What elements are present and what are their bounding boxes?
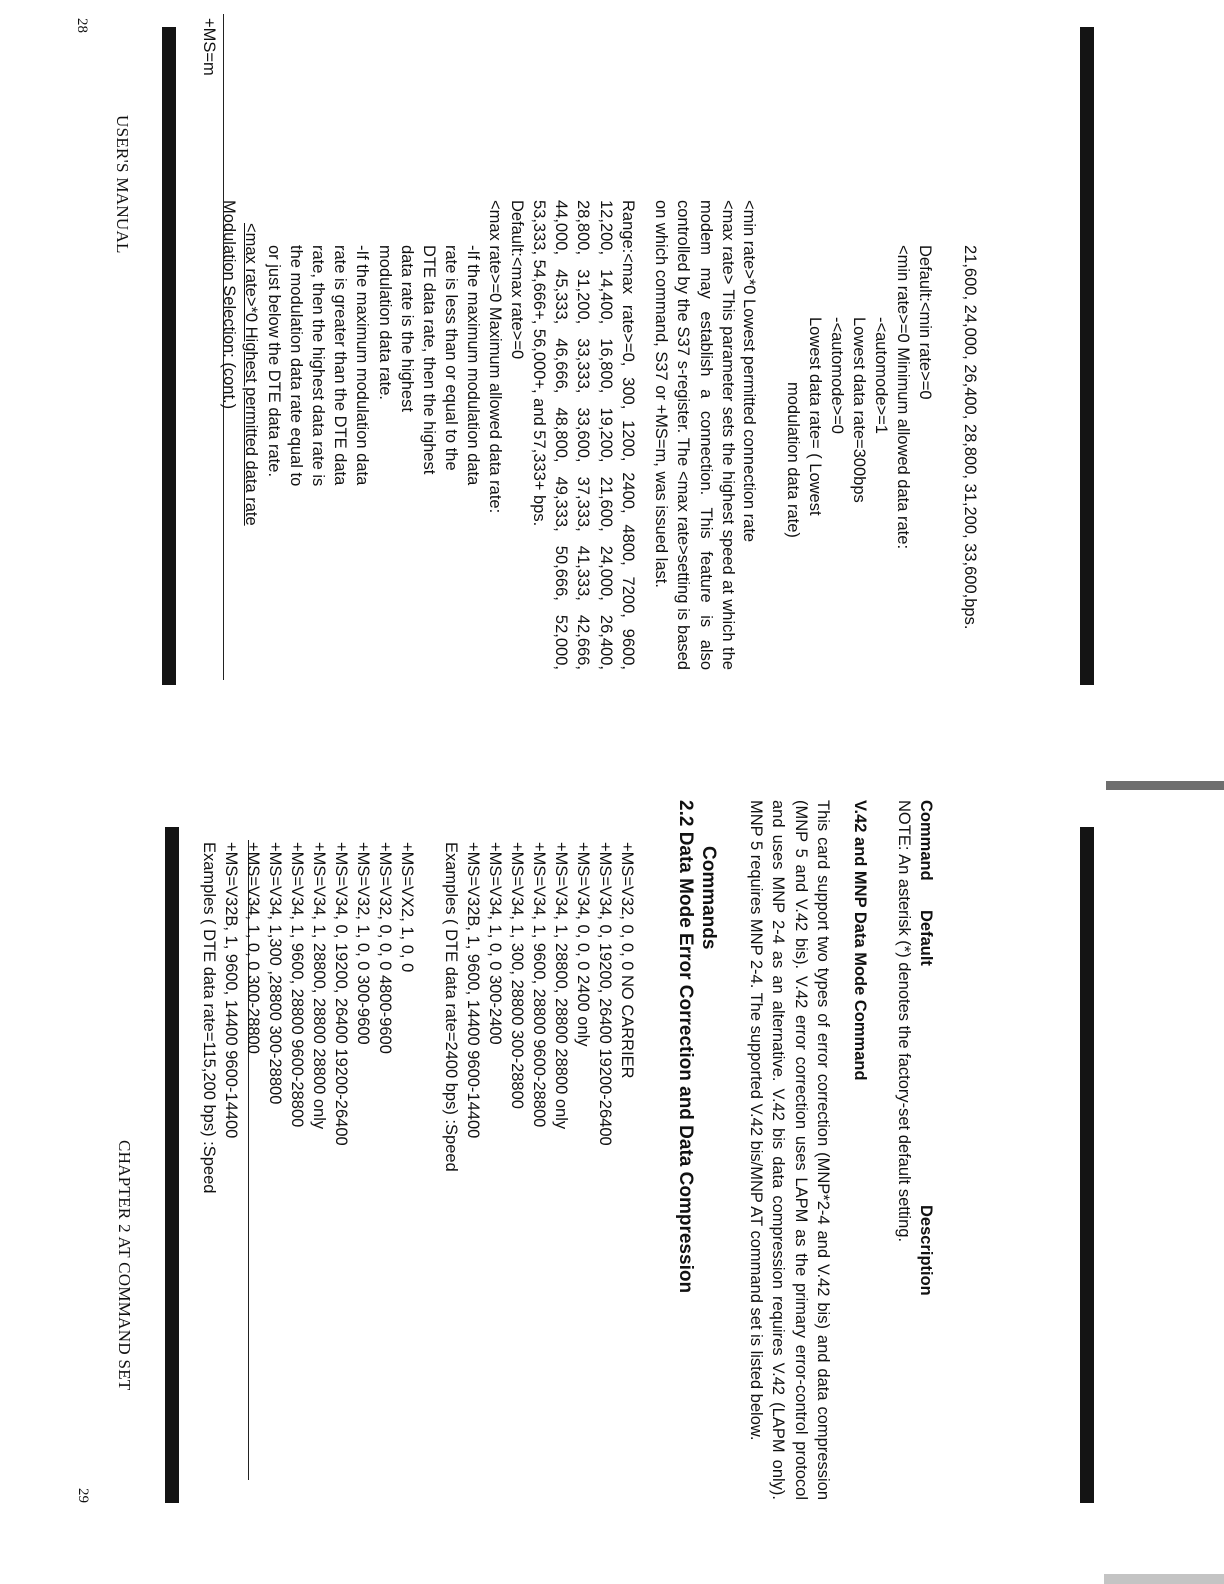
example-line: +MS=V32, 0, 0, 0 4800-9600 — [376, 842, 394, 1054]
example-line: +MS=V34, 1, 300, 28800 300-28800 — [508, 842, 526, 1109]
asterisk-note: NOTE: An asterisk (*) denotes the factory-set default setting. — [895, 800, 913, 1243]
max-rate-paragraph: <max rate> This parameter sets the highest speed at which the modem may establish a connection. This feature is also controlled by the S37 s-register. The <max rate>setting is based on which command, S37 or +MS=m, was issued last. — [652, 200, 737, 670]
example-line: +MS=V34, 0, 0, 0 2400 only — [574, 842, 592, 1047]
right-page — [0, 800, 1224, 1584]
text-line: DTE data rate, then the highest — [420, 245, 438, 475]
example-line: +MS=V32, 0, 0, 0 NO CARRIER — [618, 842, 636, 1079]
left-heading-bar — [162, 27, 176, 685]
left-page — [0, 0, 1224, 780]
text-line: Lowest data rate= ( Lowest — [806, 317, 824, 516]
example-line: +MS=V34, 1, 9600, 28800 9600-28800 — [530, 842, 548, 1128]
command-header-description: Modulation Selection: (cont.) — [220, 200, 238, 410]
left-running-head: USER'S MANUAL — [113, 115, 132, 254]
text-line: rate, then the highest data rate is — [309, 245, 327, 487]
example-line: +MS=VX2, 1, 0, 0 — [398, 842, 416, 973]
text-line: <min rate>=0 Minimum allowed data rate: — [894, 245, 912, 550]
subheading: V.42 and MNP Data Mode Command — [851, 800, 869, 1081]
example-line: +MS=V34, 1, 28800, 28800 28800 only — [552, 842, 570, 1130]
left-page-number: 28 — [74, 18, 90, 33]
right-running-head: CHAPTER 2 AT COMMAND SET — [115, 1140, 134, 1391]
range-paragraph: Range:<max rate>=0, 300, 1200, 2400, 4800, 7200, 9600, 12,200, 14,400, 16,800, 19,200, 21,600, 24,000, 26,400, 28,800, 31,200, 33,333, 33,600, 37,333, 41,333, 42,666, 44,000, 45,333, 46,666, 48,800, 49,333, 50,666, 52,000, 53,333, 54,666+, 56,000+, and 57,333+ bps. — [529, 200, 637, 670]
top-rates-paragraph: 21,600, 24,000, 26,400, 28,800, 31,200, 33,600,bps. — [961, 245, 979, 630]
text-line: modulation data rate) — [784, 382, 802, 538]
example-line: +MS=V32, 1, 0, 0 300-9600 — [354, 842, 372, 1045]
text-line: -If the maximum modulation data — [353, 245, 371, 486]
section-paragraph: This card support two types of error correction (MNP*2-4 and V.42 bis) and data compression (MNP 5 and V.42 bis). V.42 error correction uses LAPM as the primary error-control protocol and uses MNP 2-4 as an alternative. V.42 bis data compression requires V.42 (LAPM only). MNP 5 requires MNP 2-4. The supported V.42 bis/MNP AT command set is listed below. — [747, 800, 832, 1500]
text-line: data rate is the highest — [398, 245, 416, 412]
right-heading-bar — [165, 827, 179, 1503]
example-line: +MS=V34, 1,300 ,28800 300-28800 — [266, 842, 284, 1105]
example-line: +MS=V34, 1, 9600, 28800 9600-28800 — [288, 842, 306, 1128]
right-top-bar — [1080, 827, 1094, 1503]
column-default: Default — [917, 910, 935, 966]
text-line: or just below the DTE data rate. — [265, 245, 283, 478]
example-line: +MS=V34, 1, 0, 0 300-28800 — [244, 842, 262, 1054]
column-description: Description — [917, 1205, 935, 1296]
examples-2-heading: Examples ( DTE data rate=2400 bps) :Speed — [442, 842, 460, 1172]
text-line: modulation data rate. — [376, 245, 394, 401]
example-line: +MS=V32B, 1, 9600, 14400 9600-14400 — [464, 842, 482, 1139]
section-heading-continued: Commands — [698, 846, 719, 950]
text-line: -<automode>=1 — [872, 317, 890, 434]
command-name: +MS=m — [200, 18, 218, 76]
text-line: the modulation data rate equal to — [287, 245, 305, 487]
text-line: Default:<max rate>=0 — [508, 200, 526, 360]
left-top-bar — [1080, 27, 1094, 685]
example-line: +MS=V34, 0, 19200, 26400 19200-26400 — [332, 842, 350, 1146]
example-line: +MS=V34, 0, 19200, 26400 19200-26400 — [596, 842, 614, 1146]
text-line: <max rate>=0 Maximum allowed data rate: — [486, 200, 504, 514]
example-line: +MS=V34, 1, 28800, 28800 28800 only — [310, 842, 328, 1130]
text-line: rate is greater than the DTE data — [331, 245, 349, 486]
example-line: +MS=V32B, 1, 9600, 14400 9600-14400 — [222, 842, 240, 1139]
max-rate-param: <max rate>*0 Highest permitted data rate — [242, 223, 260, 526]
text-line: -If the maximum modulation data — [464, 245, 482, 486]
scan-fold-shadow — [1106, 781, 1224, 790]
column-command: Command — [917, 800, 935, 881]
scan-edge-shadow — [1104, 1574, 1224, 1584]
text-line: rate is less than or equal to the — [442, 245, 460, 471]
text-line: -<automode>=0 — [828, 317, 846, 434]
section-heading: 2.2 Data Mode Error Correction and Data Compression — [675, 800, 696, 1294]
right-page-number: 29 — [75, 1488, 91, 1503]
text-line: Lowest data rate=300bps — [850, 317, 868, 503]
example-line: +MS=V34, 1, 0, 0 300-2400 — [486, 842, 504, 1045]
examples-1-heading: Examples ( DTE data rate=115,200 bps) :Speed — [200, 842, 218, 1194]
min-rate-label: <min rate>*0 Lowest permitted connection rate — [740, 200, 758, 543]
text-line: Default:<min rate>=0 — [916, 245, 934, 400]
